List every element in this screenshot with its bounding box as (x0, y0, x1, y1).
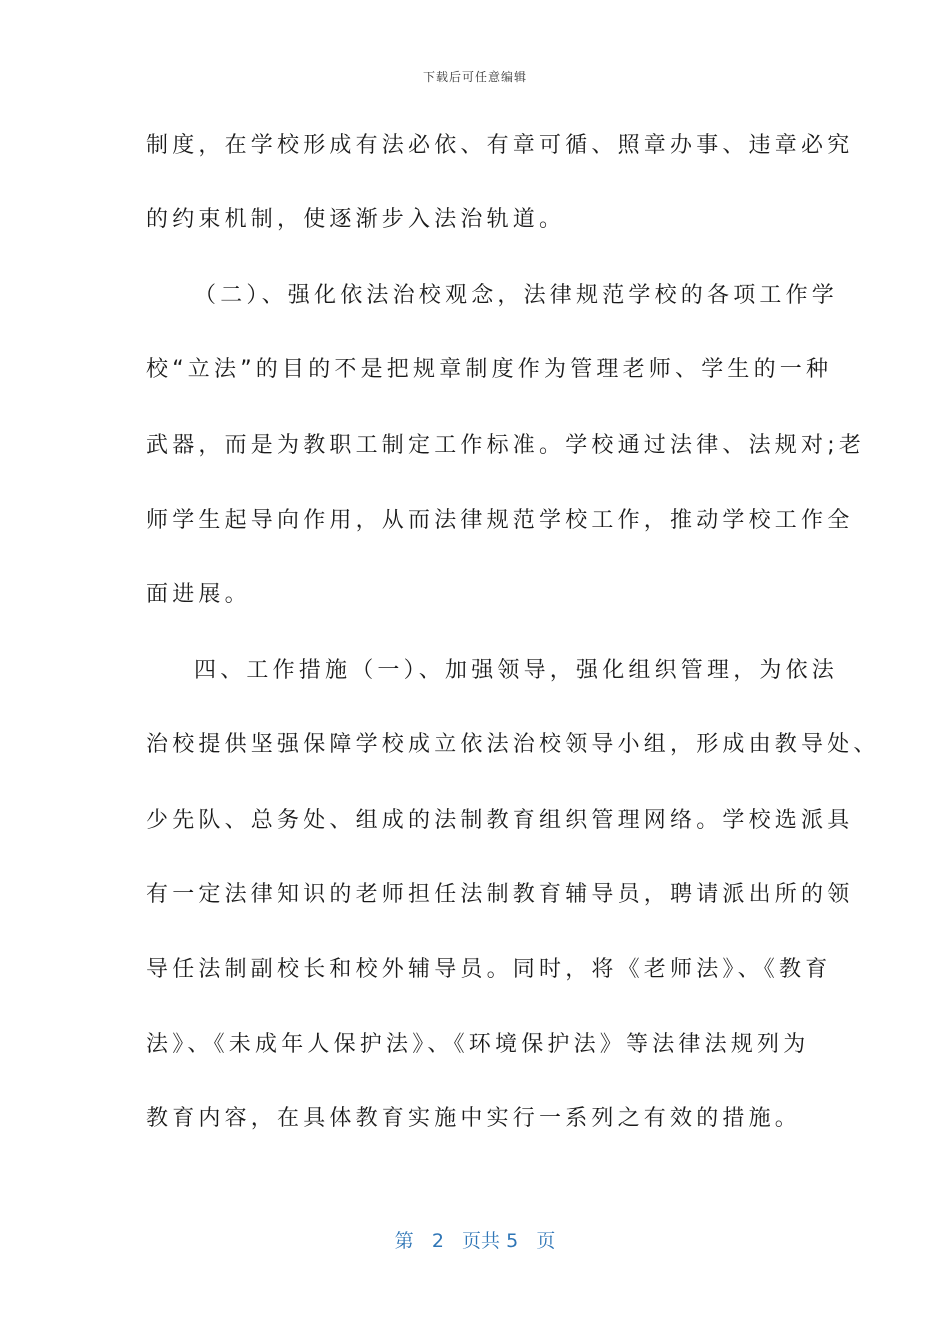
paragraph-line: 的约束机制，使逐渐步入法治轨道。 (146, 207, 566, 232)
paragraph-line: 教育内容，在具体教育实施中实行一系列之有效的措施。 (146, 1106, 802, 1131)
footer-total-pages: 5 (506, 1230, 519, 1252)
paragraph-line: 法》、《未成年人保护法》、《环境保护法》等法律法规列为 (146, 1032, 810, 1057)
paragraph-line: 导任法制副校长和校外辅导员。同时，将《老师法》、《教育 (146, 957, 832, 982)
footer-label-page-end: 页 (536, 1230, 556, 1252)
paragraph-line: 四、工作措施（一）、加强领导，强化组织管理，为依法 (194, 658, 839, 683)
paragraph-line: 校“立法”的目的不是把规章制度作为管理老师、学生的一种 (146, 357, 833, 382)
paragraph-line: 师学生起导向作用，从而法律规范学校工作，推动学校工作全 (146, 508, 854, 533)
paragraph-line: （二）、强化依法治校观念，法律规范学校的各项工作学 (194, 283, 839, 308)
paragraph-line: 有一定法律知识的老师担任法制教育辅导员，聘请派出所的领 (146, 882, 854, 907)
header-note: 下载后可任意编辑 (422, 70, 527, 84)
paragraph-line: 武器，而是为教职工制定工作标准。学校通过法律、法规对;老 (146, 433, 866, 458)
paragraph-line: 制度，在学校形成有法必依、有章可循、照章办事、违章必究 (146, 133, 854, 158)
paragraph-line: 面进展。 (146, 582, 251, 607)
footer-label-page: 第 (394, 1230, 414, 1252)
footer-current-page: 2 (431, 1230, 444, 1252)
page-number-footer (0, 1226, 950, 1253)
paragraph-line: 治校提供坚强保障学校成立依法治校领导小组，形成由教导处、 (146, 732, 880, 757)
footer-label-of: 页共 (462, 1230, 501, 1252)
paragraph-line: 少先队、总务处、组成的法制教育组织管理网络。学校选派具 (146, 808, 854, 833)
